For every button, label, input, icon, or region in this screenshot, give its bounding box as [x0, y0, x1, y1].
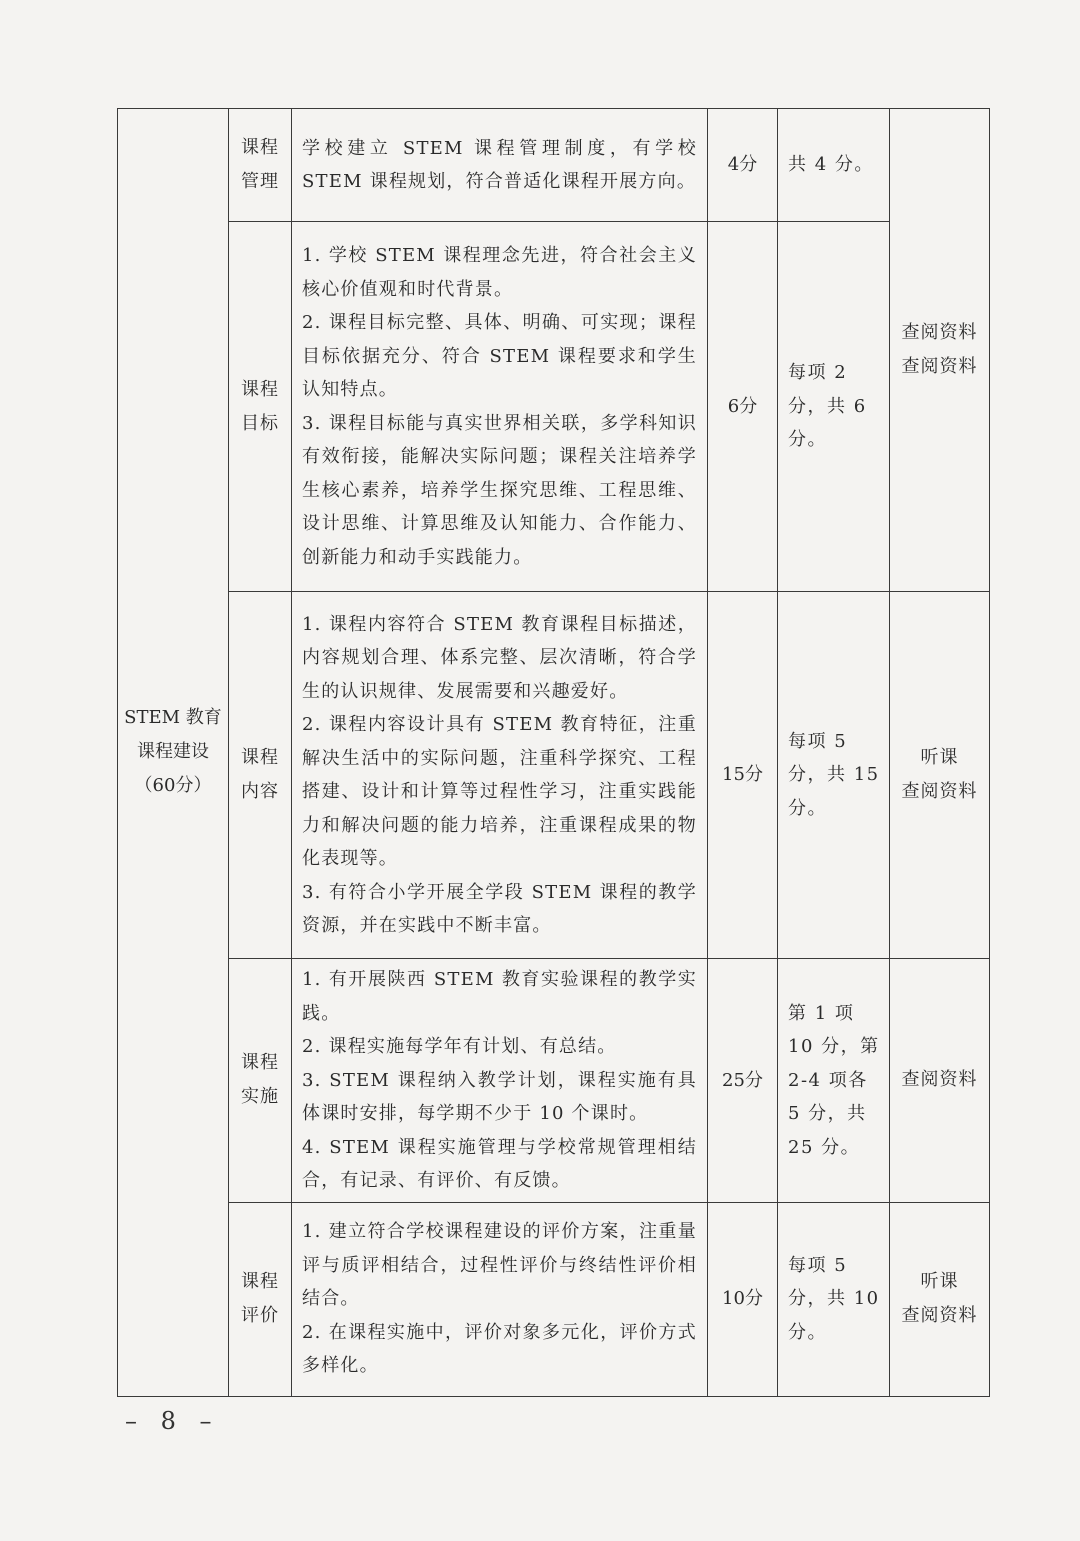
item-label-line-2: 目标	[241, 412, 279, 434]
item-cell	[229, 592, 292, 959]
item-cell	[229, 1202, 292, 1396]
evaluation-table	[117, 108, 990, 1397]
table-row	[118, 1202, 990, 1396]
requirement-text: 1. 学校 STEM 课程理念先进，符合社会主义核心价值观和时代背景。	[302, 245, 697, 300]
method-line-2: 查阅资料	[901, 356, 978, 377]
score-cell: 10分	[708, 1202, 778, 1396]
requirements-cell	[292, 959, 708, 1203]
table-row	[118, 109, 990, 222]
requirement-text: 2. 课程实施每学年有计划、有总结。	[302, 1036, 617, 1057]
page-number: – 8 –	[125, 1407, 220, 1435]
requirements-cell	[292, 109, 708, 222]
item-cell	[229, 109, 292, 222]
item-label-line-1: 课程	[241, 747, 279, 768]
requirement-text: 1. 课程内容符合 STEM 教育课程目标描述，内容规划合理、体系完整、层次清晰，符合学生的认识规律、发展需要和兴趣爱好。	[302, 613, 697, 702]
scoring-rule-cell: 每项 2 分，共 6 分。	[778, 222, 890, 592]
method-line-1: 查阅资料	[901, 1069, 978, 1091]
score-cell: 15分	[708, 592, 778, 959]
item-label-line-1: 课程	[241, 1271, 279, 1292]
category-line-2: 课程建设	[137, 741, 209, 763]
item-label-line-2: 内容	[241, 781, 279, 802]
requirement-text: 3. 课程目标能与真实世界相关联，多学科知识有效衔接，能解决实际问题；课程关注培养学生核心素养，培养学生探究思维、工程思维、设计思维、计算思维及认知能力、合作能力、创新能力和动手实践能力。	[302, 412, 697, 568]
category-cell	[118, 109, 229, 1397]
requirement-text: 3. STEM 课程纳入教学计划，课程实施有具体课时安排，每学期不少于 10 个课时。	[302, 1069, 697, 1124]
score-cell: 6分	[708, 222, 778, 592]
table-row	[118, 592, 990, 959]
method-cell	[890, 592, 990, 959]
scoring-rule-cell: 每项 5 分，共 10 分。	[778, 1202, 890, 1396]
item-cell	[229, 222, 292, 592]
requirements-cell	[292, 592, 708, 959]
item-label-line-2: 评价	[241, 1305, 279, 1326]
category-line-3: （60分）	[134, 775, 212, 797]
item-label-line-1: 课程	[241, 378, 279, 400]
table-row	[118, 959, 990, 1203]
requirement-text: 3. 有符合小学开展全学段 STEM 课程的教学资源，并在实践中不断丰富。	[302, 881, 697, 936]
score-cell: 25分	[708, 959, 778, 1203]
score-cell: 4分	[708, 109, 778, 222]
requirement-text: 学校建立 STEM 课程管理制度，有学校 STEM 课程规划，符合普适化课程开展方向。	[302, 137, 697, 192]
requirement-text: 2. 课程内容设计具有 STEM 教育特征，注重解决生活中的实际问题，注重科学探究、工程搭建、设计和计算等过程性学习，注重实践能力和解决问题的能力培养，注重课程成果的物化表现等。	[302, 714, 697, 869]
method-line-1: 听课	[920, 747, 959, 768]
requirement-text: 1. 建立符合学校课程建设的评价方案，注重量评与质评相结合，过程性评价与终结性评价相结合。	[302, 1221, 697, 1310]
requirement-text: 2. 在课程实施中，评价对象多元化，评价方式多样化。	[302, 1321, 697, 1377]
requirement-text: 4. STEM 课程实施管理与学校常规管理相结合，有记录、有评价、有反馈。	[302, 1136, 697, 1191]
scoring-rule-cell: 每项 5 分，共 15 分。	[778, 592, 890, 959]
method-cell	[890, 109, 990, 592]
category-line-1: STEM 教育	[124, 707, 222, 729]
method-cell	[890, 959, 990, 1203]
item-label-line-2: 实施	[241, 1086, 279, 1108]
requirement-text: 1. 有开展陕西 STEM 教育实验课程的教学实践。	[302, 969, 697, 1024]
table-row	[118, 222, 990, 592]
scoring-rule-cell: 共 4 分。	[778, 109, 890, 222]
method-line-2: 查阅资料	[901, 781, 978, 802]
method-line-1: 听课	[920, 1271, 959, 1292]
requirements-cell	[292, 1202, 708, 1396]
item-cell	[229, 959, 292, 1203]
scoring-rule-cell: 第 1 项 10 分，第 2-4 项各 5 分，共 25 分。	[778, 959, 890, 1203]
item-label-line-1: 课程	[241, 137, 279, 158]
item-label-line-2: 管理	[241, 171, 279, 192]
requirements-cell	[292, 222, 708, 592]
requirement-text: 2. 课程目标完整、具体、明确、可实现；课程目标依据充分、符合 STEM 课程要求和学生认知特点。	[302, 312, 697, 400]
method-line-1: 查阅资料	[901, 322, 978, 343]
method-line-2: 查阅资料	[901, 1305, 978, 1326]
method-cell	[890, 1202, 990, 1396]
item-label-line-1: 课程	[241, 1052, 279, 1074]
